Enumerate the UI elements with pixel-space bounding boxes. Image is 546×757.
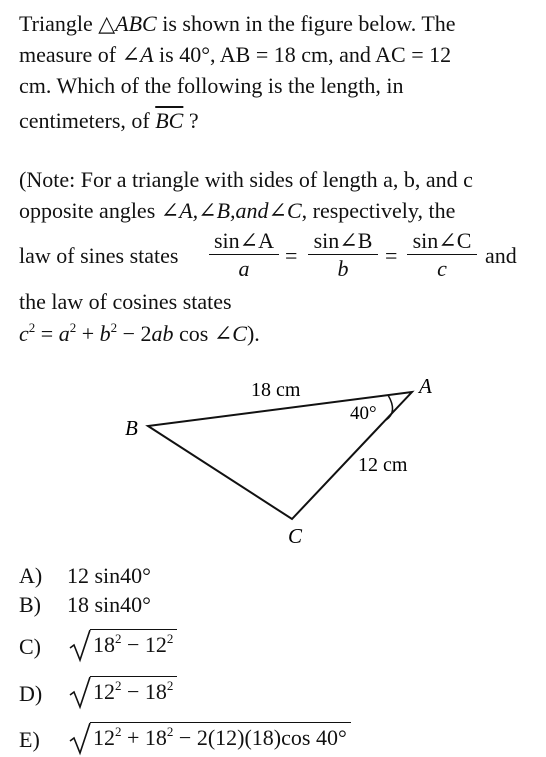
option-c[interactable]: [19, 634, 67, 660]
option-d[interactable]: [19, 681, 67, 707]
formula-term: ).: [246, 321, 260, 346]
angle-arc: [386, 395, 393, 420]
exponent: 2: [115, 724, 122, 739]
vertex-b-label: B: [125, 416, 138, 440]
option-a[interactable]: [19, 563, 151, 589]
radicand-term: −: [121, 679, 145, 704]
radicand-term: −: [121, 632, 145, 657]
fraction-numerator: sin∠B: [313, 228, 373, 253]
question-text: cm. Which of the following is the length, in: [19, 73, 404, 98]
question-text: is 40°, AB = 18 cm, and AC = 12: [153, 42, 452, 67]
vertex-c-label: C: [288, 524, 303, 548]
radical-sign-icon: [68, 675, 92, 711]
formula-term: =: [35, 321, 59, 346]
side-ac-label: 12 cm: [358, 454, 408, 476]
question-text: measure of ∠: [19, 42, 141, 67]
segment-bc: $\overline{BC}$: [155, 108, 184, 133]
radicand-term: 18: [144, 679, 167, 704]
option-letter: D): [19, 681, 43, 706]
fraction-numerator: sin∠A: [214, 228, 274, 253]
radicand-term: 12: [93, 679, 115, 704]
note-text: opposite angles: [19, 198, 161, 223]
formula-term: ab: [151, 321, 174, 346]
radicand-term: 18: [144, 725, 167, 750]
fraction-denominator: b: [337, 256, 349, 281]
option-text: 12 sin40°: [67, 563, 151, 588]
angles-list: ∠A,∠B,and∠C: [160, 198, 302, 223]
exponent: 2: [115, 678, 122, 693]
question-text: is shown in the figure below. The: [156, 11, 456, 36]
equals-sign: =: [385, 243, 398, 268]
radical-sign-icon: [68, 721, 92, 757]
radicand-term: +: [121, 725, 145, 750]
side-ab-label: 18 cm: [251, 379, 301, 401]
note-text: , respectively, the: [301, 198, 456, 223]
exponent: 2: [115, 631, 122, 646]
exponent: 2: [69, 320, 77, 335]
question-text: ?: [183, 108, 199, 133]
exponent: 2: [166, 678, 174, 693]
note-text: (Note: For a triangle with sides of length a, b, and c: [19, 167, 473, 192]
radical-sign-icon: [68, 628, 92, 664]
triangle-symbol: △: [98, 11, 116, 36]
option-e[interactable]: [19, 727, 67, 753]
law-of-cosines-text: the law of cosines states: [19, 289, 232, 314]
question-text: centimeters, of: [19, 108, 156, 133]
exponent: 2: [166, 724, 174, 739]
exponent: 2: [166, 631, 174, 646]
formula-term: a: [58, 321, 70, 346]
option-letter: A): [19, 563, 43, 588]
option-b[interactable]: [19, 592, 151, 618]
law-of-sines-text: law of sines states: [19, 243, 179, 268]
radicand-term: − 2(12)(18)cos 40°: [173, 725, 347, 750]
vertex-a-label: A: [419, 374, 432, 398]
radicand-term: 18: [93, 632, 115, 657]
exponent: 2: [110, 320, 118, 335]
angle-a-label: 40°: [350, 403, 377, 424]
fraction-denominator: c: [437, 256, 447, 281]
equals-sign: =: [285, 243, 298, 268]
option-letter: E): [19, 727, 40, 752]
formula-term: +: [76, 321, 100, 346]
angle-name: A: [140, 42, 154, 67]
formula-term: − 2: [117, 321, 152, 346]
fraction-numerator: sin∠C: [412, 228, 472, 253]
fraction-denominator: a: [238, 256, 250, 281]
formula-term: C: [232, 321, 247, 346]
formula-term: cos ∠: [173, 321, 233, 346]
radicand-term: 12: [93, 725, 115, 750]
and-text: and: [485, 243, 517, 268]
formula-term: c: [19, 321, 29, 346]
triangle-name: ABC: [115, 11, 157, 36]
option-text: 18 sin40°: [67, 592, 151, 617]
radicand-term: 12: [144, 632, 167, 657]
question-text: Triangle: [19, 11, 99, 36]
exponent: 2: [28, 320, 36, 335]
option-letter: C): [19, 634, 41, 659]
formula-term: b: [99, 321, 111, 346]
option-letter: B): [19, 592, 41, 617]
